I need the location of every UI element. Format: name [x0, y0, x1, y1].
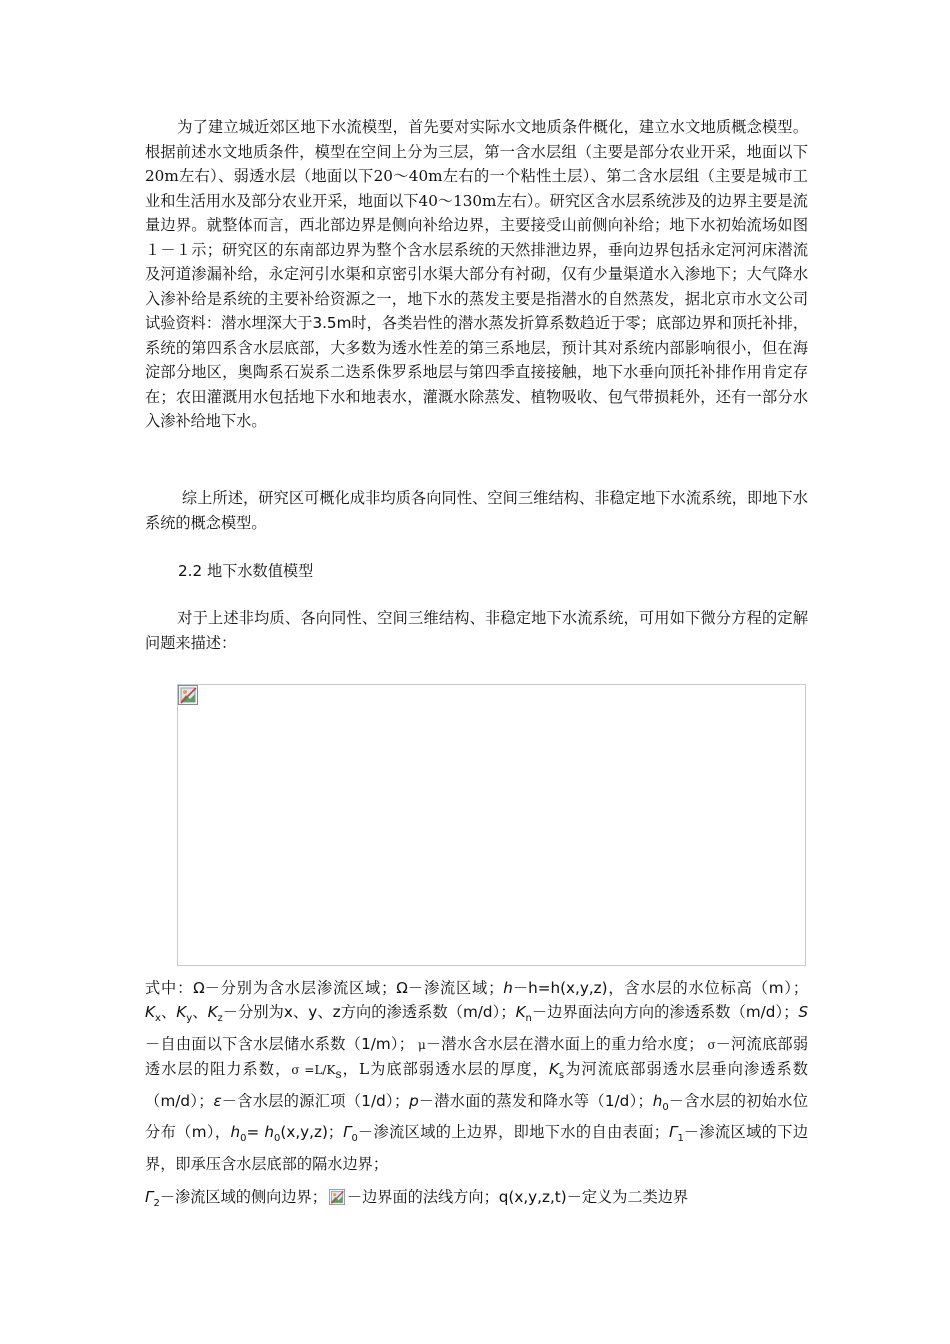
text-run: －分别为 — [222, 1003, 284, 1022]
symbol-ks: K — [548, 1060, 559, 1079]
equation-image-placeholder — [177, 684, 806, 966]
unit: m/d — [160, 1091, 191, 1110]
symbol-omega: Ω — [396, 979, 408, 997]
text-run: ）； — [775, 1003, 799, 1022]
symbol-epsilon: ε — [213, 1091, 222, 1110]
text-run: 为河流底部弱透水层垂向渗透系数（ — [145, 1060, 808, 1110]
text-run: 为了建立城近郊区地下水流模型，首先要对实际水文地质条件概化，建立水文地质概念模型。根据前述水文地质条件，模型在空间上分为三层，第一含水层组（主要是部分农业开采，地面以下20m左右）、弱透水层（地面以下20～40m左右的一个粘性土层）、第二含水层组（主要是城市工业和生活用水及部分农业开采，地面以下40～130m左右）。研究区含水层系统涉及的边界主要是流量边界。就整体而言，西北部边界是侧向补给边界，主要接受山前侧向补给；地下水初始流场如图 — [145, 118, 808, 234]
subscript: 0 — [351, 1133, 358, 1145]
symbol-kn: K — [515, 1003, 526, 1022]
sigma-definition: σ =L/K — [291, 1063, 336, 1078]
subscript: 1 — [677, 1133, 684, 1145]
subscript: n — [525, 1013, 532, 1025]
text-run: 式中： — [145, 979, 194, 997]
paragraph-conceptual-model — [145, 115, 808, 434]
text-run: ）； — [385, 1091, 410, 1110]
text-run: x、y、z — [283, 1003, 341, 1022]
symbol-mu: μ — [413, 1037, 426, 1052]
text-run: ）； — [190, 1091, 214, 1110]
text-run: －含水层的初始水位分布（ — [145, 1091, 809, 1142]
unit: m/d — [463, 1003, 493, 1022]
text-run: 对于上述非均质、各向同性、空间三维结构、非稳定地下水流系统，可用如下微分方程的定解问题来描述： — [145, 609, 808, 652]
text-run: －定义为二类边界 — [566, 1187, 689, 1206]
subscript: 0 — [274, 1133, 281, 1145]
symbol-kz: K — [207, 1003, 218, 1022]
symbol-h0: h — [264, 1123, 275, 1142]
text-run: －河流底部弱透水层的阻力系数， — [145, 1034, 809, 1079]
text-run: －h=h(x,y,z) — [512, 979, 608, 997]
text-run: ）， — [206, 1123, 231, 1142]
text-run: = — [246, 1123, 265, 1142]
unit: m — [768, 979, 784, 997]
text-run: ）； — [390, 1034, 414, 1053]
text-run: (x,y,z) — [280, 1123, 328, 1142]
subscript: y — [186, 1013, 193, 1025]
unit: m — [191, 1123, 207, 1142]
text-run: －分别为含水层渗流区域； — [204, 979, 397, 997]
symbol-gamma1: Γ — [668, 1123, 678, 1142]
symbol-h: h — [503, 979, 513, 997]
text-run: ，L为底部弱透水层的厚度， — [341, 1060, 549, 1079]
text-run: 时，各类岩性的潜水蒸发折算系数趋近于零；底部边界和顶托补排，系统的第四系含水层底部，大多数为透水性差的第三系地层，预计其对系统内部影响很小，但在海淀部分地区，奥陶系石炭系二迭系侏罗系地层与第四季直接接触，地下水垂向顶托补排作用肯定存在；农田灌溉用水包括地下水和地表水，灌溉水除蒸发、植物吸收、包气带损耗外，还有一部分水入渗补给地下水。 — [145, 314, 809, 430]
last-line — [145, 1185, 808, 1216]
unit: 1/d — [361, 1091, 386, 1110]
unit: m/d — [745, 1003, 776, 1022]
symbol-omega: Ω — [193, 979, 205, 997]
section-heading-2-2: 2.2 地下水数值模型 — [178, 562, 314, 580]
text-run: －含水层的源汇项（ — [221, 1091, 362, 1110]
text-run: －渗流区域； — [407, 979, 504, 997]
text-run: 示；研究区的东南部边界为整个含水层系统的天然排泄边界，垂向边界包括永定河河床潜流及河道渗漏补给，永定河引水渠和京密引水渠大部分有衬砌，仅有少量渠道水入渗地下；大气降水入渗补给是系统的主要补给资源之一，地下水的蒸发主要是指潜水的自然蒸发，据北京市水文公司试验资料：潜水埋深大于 — [145, 240, 809, 332]
text-run: 、 — [160, 1003, 177, 1022]
text-run: －边界面的法线方向； — [346, 1187, 499, 1206]
text-run: －潜水含水层在潜水面上的重力给水度； — [425, 1034, 704, 1053]
symbol-h0: h — [230, 1123, 241, 1142]
symbol-s: S — [798, 1003, 809, 1022]
text-run: q(x,y,z,t) — [498, 1187, 567, 1206]
text-run: －渗流区域的下边界，即承压含水层底部的隔水边界； — [145, 1123, 809, 1173]
unit: 1/d — [604, 1091, 630, 1110]
symbol-kx: K — [145, 1003, 155, 1022]
subscript: 2 — [153, 1198, 160, 1209]
text-run: －边界面法向方向的渗透系数（ — [531, 1003, 746, 1022]
depth-value: 3.5m — [312, 314, 352, 332]
text-run: 方向的渗透系数（ — [340, 1003, 464, 1022]
text-run: 综上所述，研究区可概化成非均质各向同性、空间三维结构、非稳定地下水流系统，即地下水系统的概念模型。 — [145, 489, 808, 532]
symbol-p: p — [409, 1091, 419, 1110]
paragraph-summary — [145, 486, 808, 535]
paragraph-equation-intro — [145, 606, 808, 655]
text-run: －自由面以下含水层储水系数（ — [145, 1034, 362, 1053]
subscript: z — [217, 1013, 223, 1025]
symbol-ky: K — [176, 1003, 187, 1022]
text-run: ）； — [492, 1003, 516, 1022]
subscript: 0 — [662, 1101, 669, 1113]
subscript: s — [558, 1070, 565, 1082]
unit: 1/m — [361, 1034, 391, 1053]
symbol-gamma2: Γ — [145, 1187, 154, 1206]
text-run: ； — [327, 1123, 344, 1142]
subscript: s — [335, 1067, 342, 1082]
text-run: 、 — [192, 1003, 208, 1022]
subscript: x — [154, 1013, 161, 1025]
broken-image-icon — [329, 1189, 345, 1205]
broken-image-icon — [178, 685, 198, 705]
text-run: ，含水层的水位标高（ — [607, 979, 769, 997]
symbol-h0: h — [652, 1091, 663, 1110]
text-run: －渗流区域的侧向边界； — [159, 1187, 327, 1206]
text-run: －渗流区域的上边界，即地下水的自由表面； — [357, 1123, 669, 1142]
text-run: ）； — [783, 979, 809, 997]
text-run: ）； — [629, 1091, 653, 1110]
figure-ref: １－１ — [145, 240, 192, 259]
text-run: －潜水面的蒸发和降水等（ — [418, 1091, 605, 1110]
symbol-sigma: σ — [703, 1037, 716, 1052]
paragraph-symbol-explanations — [145, 976, 808, 1216]
symbol-gamma0: Γ — [343, 1123, 352, 1142]
subscript: 0 — [240, 1133, 247, 1145]
